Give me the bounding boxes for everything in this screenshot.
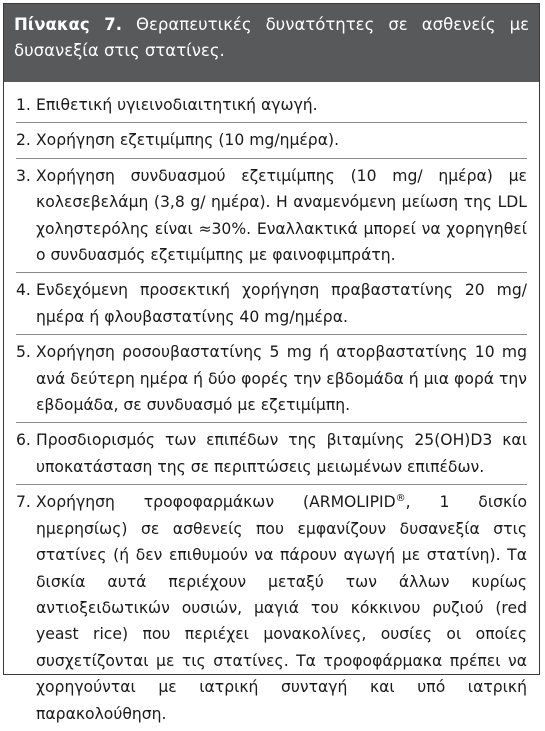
list-item [16,273,527,335]
item-number: 5. [16,343,31,362]
item-text-part: Χορήγηση τροφοφαρμάκων (ARMOLIPID [36,493,396,512]
item-number: 3. [16,166,31,185]
item-text [36,489,527,727]
table-box [3,3,540,723]
list-item [16,485,527,731]
item-text: Επιθετική υγιεινοδιαιτητική αγωγή. [36,96,318,114]
item-text: Χορήγηση συνδυασμού εζετιμίμπης (10 mg/ ημέρα) με κολεσεβελάμη (3,8 g/ ημέρα). Η αναμενόμενη μείωση της LDL χοληστερόλης είναι ≈30%. Εναλλακτικά μπορεί να χορηγηθεί ο συνδυασμός εζετιμίμπης με φαινοφιμπράτη. [36,166,527,265]
item-text: Χορήγηση ροσουβαστατίνης 5 mg ή ατορβαστατίνης 10 mg ανά δεύτερη ημέρα ή δύο φορές την εβδομάδα ή μια φορά την εβδομάδα, σε συνδυασμό με εζετιμίμπη. [36,343,527,415]
table-label: Πίνακας 7. [14,15,122,34]
item-text-part: , 1 δισκίο ημερησίως) σε ασθενείς που εμφανίζουν δυσανεξία στις στατίνες (ή δεν επιθυμούν να πάρουν αγωγή με στατίνη). Τα δισκία αυτά περιέχουν μεταξύ των άλλων κυρίως αντιοξειδωτικών ουσιών, μαγιά του κόκκινου ρυζιού (red yeast rice) που περιέχει μονακολίνες, ουσίες οι οποίες συσχετίζονται με τις στατίνες. Τα τροφοφάρμακα πρέπει να χορηγούνται με ιατρική συνταγή και υπό ιατρική παρακολούθηση. [36,493,527,723]
table-title: Θεραπευτικές δυνατότητες σε ασθενείς με δυσανεξία στις στατίνες. [14,15,529,60]
list-item [16,159,527,274]
item-number: 7. [16,493,31,512]
item-number: 6. [16,431,31,450]
table-header [4,4,539,82]
registered-mark: ® [395,493,406,505]
list-item [16,123,527,158]
item-text: Προσδιορισμός των επιπέδων της βιταμίνης 25(OH)D3 και υποκατάσταση της σε περιπτώσεις μειωμένων επιπέδων. [36,431,527,476]
list-item [16,88,527,123]
item-number: 2. [16,131,31,150]
item-text: Χορήγηση εζετιμίμπης (10 mg/ημέρα). [36,131,340,150]
list-item [16,423,527,485]
item-text: Ενδεχόμενη προσεκτική χορήγηση πραβαστατίνης 20 mg/ημέρα ή φλουβαστατίνης 40 mg/ημέρα. [36,281,527,326]
item-number: 4. [16,281,31,300]
therapy-list [4,82,539,731]
list-item [16,335,527,423]
item-number: 1. [16,96,31,114]
